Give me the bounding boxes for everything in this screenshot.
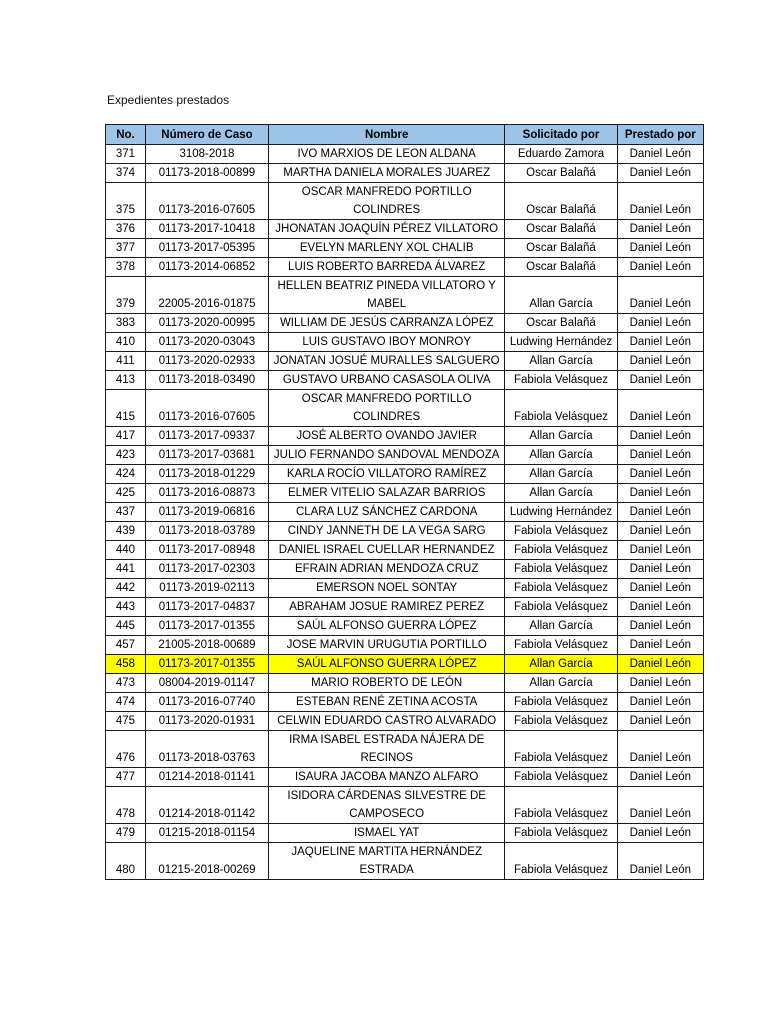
cell-requested-by: Allan García	[505, 277, 617, 314]
table-row	[106, 465, 704, 484]
cell-name: SAÚL ALFONSO GUERRA LÓPEZ	[268, 655, 504, 674]
cell-lent-by: Daniel León	[617, 824, 703, 843]
table-row	[106, 314, 704, 333]
table-row	[106, 258, 704, 277]
cell-no: 445	[106, 617, 146, 636]
cell-name: ISMAEL YAT	[268, 824, 504, 843]
cell-no: 476	[106, 731, 146, 768]
cell-case-number: 01173-2020-02933	[145, 352, 268, 371]
cell-lent-by: Daniel León	[617, 617, 703, 636]
cell-case-number: 01215-2018-01154	[145, 824, 268, 843]
cell-no: 413	[106, 371, 146, 390]
cell-name: EVELYN MARLENY XOL CHALIB	[268, 239, 504, 258]
cell-requested-by: Fabiola Velásquez	[505, 824, 617, 843]
cell-requested-by: Fabiola Velásquez	[505, 787, 617, 824]
cell-case-number: 01215-2018-00269	[145, 843, 268, 880]
cell-case-number: 01173-2020-03043	[145, 333, 268, 352]
cell-name: KARLA ROCÍO VILLATORO RAMÍREZ	[268, 465, 504, 484]
cell-lent-by: Daniel León	[617, 164, 703, 183]
cell-no: 379	[106, 277, 146, 314]
cell-name: OSCAR MANFREDO PORTILLO COLINDRES	[268, 183, 504, 220]
cell-name: JOSE MARVIN URUGUTIA PORTILLO	[268, 636, 504, 655]
cell-name: JONATAN JOSUÉ MURALLES SALGUERO	[268, 352, 504, 371]
cell-lent-by: Daniel León	[617, 220, 703, 239]
table-row	[106, 843, 704, 880]
loans-table	[105, 124, 704, 880]
header-no: No.	[106, 125, 146, 145]
cell-case-number: 01173-2018-03490	[145, 371, 268, 390]
cell-lent-by: Daniel León	[617, 503, 703, 522]
header-lent-by: Prestado por	[617, 125, 703, 145]
cell-case-number: 01173-2017-02303	[145, 560, 268, 579]
cell-lent-by: Daniel León	[617, 390, 703, 427]
cell-name: DANIEL ISRAEL CUELLAR HERNANDEZ	[268, 541, 504, 560]
table-row	[106, 390, 704, 427]
cell-case-number: 01173-2017-03681	[145, 446, 268, 465]
table-row	[106, 541, 704, 560]
cell-lent-by: Daniel León	[617, 712, 703, 731]
cell-requested-by: Fabiola Velásquez	[505, 598, 617, 617]
cell-case-number: 01173-2018-03763	[145, 731, 268, 768]
cell-name: WILLIAM DE JESÚS CARRANZA LÓPEZ	[268, 314, 504, 333]
cell-lent-by: Daniel León	[617, 693, 703, 712]
cell-lent-by: Daniel León	[617, 145, 703, 164]
cell-requested-by: Ludwing Hernández	[505, 333, 617, 352]
table-row	[106, 239, 704, 258]
cell-no: 480	[106, 843, 146, 880]
table-row	[106, 655, 704, 674]
cell-lent-by: Daniel León	[617, 787, 703, 824]
cell-case-number: 01214-2018-01141	[145, 768, 268, 787]
cell-name: GUSTAVO URBANO CASASOLA OLIVA	[268, 371, 504, 390]
cell-lent-by: Daniel León	[617, 731, 703, 768]
cell-lent-by: Daniel León	[617, 446, 703, 465]
cell-requested-by: Oscar Balañá	[505, 314, 617, 333]
cell-requested-by: Fabiola Velásquez	[505, 390, 617, 427]
cell-name: CELWIN EDUARDO CASTRO ALVARADO	[268, 712, 504, 731]
cell-case-number: 01173-2017-05395	[145, 239, 268, 258]
cell-name: ISAURA JACOBA MANZO ALFARO	[268, 768, 504, 787]
cell-no: 478	[106, 787, 146, 824]
table-row	[106, 579, 704, 598]
cell-no: 440	[106, 541, 146, 560]
cell-name: LUIS GUSTAVO IBOY MONROY	[268, 333, 504, 352]
table-row	[106, 824, 704, 843]
table-row	[106, 352, 704, 371]
table-body	[106, 145, 704, 880]
cell-case-number: 01173-2020-00995	[145, 314, 268, 333]
table-row	[106, 145, 704, 164]
cell-requested-by: Fabiola Velásquez	[505, 522, 617, 541]
cell-no: 425	[106, 484, 146, 503]
cell-lent-by: Daniel León	[617, 579, 703, 598]
cell-case-number: 01173-2019-06816	[145, 503, 268, 522]
cell-requested-by: Allan García	[505, 352, 617, 371]
cell-lent-by: Daniel León	[617, 239, 703, 258]
table-row	[106, 731, 704, 768]
table-header-row	[106, 125, 704, 145]
table-row	[106, 220, 704, 239]
cell-no: 441	[106, 560, 146, 579]
cell-no: 457	[106, 636, 146, 655]
table-row	[106, 484, 704, 503]
cell-case-number: 01173-2017-08948	[145, 541, 268, 560]
cell-case-number: 01173-2020-01931	[145, 712, 268, 731]
cell-no: 376	[106, 220, 146, 239]
cell-lent-by: Daniel León	[617, 598, 703, 617]
cell-requested-by: Fabiola Velásquez	[505, 371, 617, 390]
cell-lent-by: Daniel León	[617, 183, 703, 220]
cell-no: 410	[106, 333, 146, 352]
cell-lent-by: Daniel León	[617, 352, 703, 371]
document-title: Expedientes prestados	[107, 93, 230, 107]
cell-name: JAQUELINE MARTITA HERNÁNDEZ ESTRADA	[268, 843, 504, 880]
cell-name: JULIO FERNANDO SANDOVAL MENDOZA	[268, 446, 504, 465]
cell-lent-by: Daniel León	[617, 314, 703, 333]
table-row	[106, 674, 704, 693]
cell-lent-by: Daniel León	[617, 674, 703, 693]
cell-name: CINDY JANNETH DE LA VEGA SARG	[268, 522, 504, 541]
cell-lent-by: Daniel León	[617, 333, 703, 352]
table-row	[106, 636, 704, 655]
cell-requested-by: Fabiola Velásquez	[505, 693, 617, 712]
table-row	[106, 164, 704, 183]
table-row	[106, 787, 704, 824]
cell-name: MARTHA DANIELA MORALES JUAREZ	[268, 164, 504, 183]
cell-name: EMERSON NOEL SONTAY	[268, 579, 504, 598]
cell-no: 474	[106, 693, 146, 712]
cell-name: CLARA LUZ SÁNCHEZ CARDONA	[268, 503, 504, 522]
cell-requested-by: Fabiola Velásquez	[505, 636, 617, 655]
cell-no: 439	[106, 522, 146, 541]
cell-case-number: 01173-2017-10418	[145, 220, 268, 239]
cell-no: 477	[106, 768, 146, 787]
cell-requested-by: Oscar Balañá	[505, 220, 617, 239]
cell-lent-by: Daniel León	[617, 843, 703, 880]
cell-no: 415	[106, 390, 146, 427]
cell-requested-by: Allan García	[505, 655, 617, 674]
cell-case-number: 3108-2018	[145, 145, 268, 164]
table-row	[106, 183, 704, 220]
cell-requested-by: Fabiola Velásquez	[505, 768, 617, 787]
cell-no: 458	[106, 655, 146, 674]
table-row	[106, 503, 704, 522]
cell-requested-by: Oscar Balañá	[505, 164, 617, 183]
cell-case-number: 01173-2016-07605	[145, 390, 268, 427]
table-row	[106, 371, 704, 390]
cell-case-number: 08004-2019-01147	[145, 674, 268, 693]
cell-lent-by: Daniel León	[617, 371, 703, 390]
cell-case-number: 01173-2017-01355	[145, 617, 268, 636]
cell-case-number: 01173-2019-02113	[145, 579, 268, 598]
cell-lent-by: Daniel León	[617, 636, 703, 655]
table-row	[106, 768, 704, 787]
cell-name: IRMA ISABEL ESTRADA NÁJERA DE RECINOS	[268, 731, 504, 768]
table-row	[106, 617, 704, 636]
cell-requested-by: Fabiola Velásquez	[505, 579, 617, 598]
cell-case-number: 01173-2017-04837	[145, 598, 268, 617]
table-row	[106, 598, 704, 617]
cell-requested-by: Fabiola Velásquez	[505, 560, 617, 579]
cell-no: 417	[106, 427, 146, 446]
header-name: Nombre	[268, 125, 504, 145]
cell-name: LUIS ROBERTO BARREDA ÁLVAREZ	[268, 258, 504, 277]
cell-requested-by: Allan García	[505, 617, 617, 636]
cell-case-number: 01173-2016-07605	[145, 183, 268, 220]
cell-requested-by: Fabiola Velásquez	[505, 712, 617, 731]
cell-case-number: 01173-2016-08873	[145, 484, 268, 503]
cell-name: ESTEBAN RENÉ ZETINA ACOSTA	[268, 693, 504, 712]
cell-case-number: 21005-2018-00689	[145, 636, 268, 655]
cell-name: IVO MARXIOS DE LEON ALDANA	[268, 145, 504, 164]
cell-lent-by: Daniel León	[617, 522, 703, 541]
cell-name: JHONATAN JOAQUÍN PÉREZ VILLATORO	[268, 220, 504, 239]
table-row	[106, 522, 704, 541]
cell-lent-by: Daniel León	[617, 258, 703, 277]
cell-name: JOSÉ ALBERTO OVANDO JAVIER	[268, 427, 504, 446]
cell-requested-by: Allan García	[505, 674, 617, 693]
cell-no: 383	[106, 314, 146, 333]
cell-name: ELMER VITELIO SALAZAR BARRIOS	[268, 484, 504, 503]
cell-no: 371	[106, 145, 146, 164]
cell-requested-by: Oscar Balañá	[505, 183, 617, 220]
table-row	[106, 427, 704, 446]
header-case-number: Número de Caso	[145, 125, 268, 145]
cell-case-number: 01173-2018-03789	[145, 522, 268, 541]
table-row	[106, 560, 704, 579]
cell-requested-by: Ludwing Hernández	[505, 503, 617, 522]
cell-no: 473	[106, 674, 146, 693]
cell-no: 424	[106, 465, 146, 484]
header-requested-by: Solicitado por	[505, 125, 617, 145]
cell-case-number: 01173-2017-09337	[145, 427, 268, 446]
cell-no: 374	[106, 164, 146, 183]
cell-name: SAÚL ALFONSO GUERRA LÓPEZ	[268, 617, 504, 636]
cell-case-number: 22005-2016-01875	[145, 277, 268, 314]
table-row	[106, 333, 704, 352]
cell-requested-by: Allan García	[505, 427, 617, 446]
cell-lent-by: Daniel León	[617, 768, 703, 787]
cell-case-number: 01173-2017-01355	[145, 655, 268, 674]
cell-no: 437	[106, 503, 146, 522]
cell-lent-by: Daniel León	[617, 465, 703, 484]
cell-no: 411	[106, 352, 146, 371]
cell-case-number: 01173-2018-00899	[145, 164, 268, 183]
cell-lent-by: Daniel León	[617, 277, 703, 314]
cell-case-number: 01173-2014-06852	[145, 258, 268, 277]
cell-requested-by: Fabiola Velásquez	[505, 731, 617, 768]
cell-name: ISIDORA CÁRDENAS SILVESTRE DE CAMPOSECO	[268, 787, 504, 824]
cell-name: EFRAIN ADRIAN MENDOZA CRUZ	[268, 560, 504, 579]
cell-no: 423	[106, 446, 146, 465]
cell-lent-by: Daniel León	[617, 541, 703, 560]
cell-no: 443	[106, 598, 146, 617]
table-row	[106, 277, 704, 314]
cell-no: 375	[106, 183, 146, 220]
cell-requested-by: Oscar Balañá	[505, 239, 617, 258]
cell-requested-by: Allan García	[505, 446, 617, 465]
cell-case-number: 01173-2016-07740	[145, 693, 268, 712]
table-row	[106, 693, 704, 712]
cell-no: 475	[106, 712, 146, 731]
cell-name: HELLEN BEATRIZ PINEDA VILLATORO Y MABEL	[268, 277, 504, 314]
cell-lent-by: Daniel León	[617, 427, 703, 446]
table-row	[106, 712, 704, 731]
cell-name: ABRAHAM JOSUE RAMIREZ PEREZ	[268, 598, 504, 617]
cell-requested-by: Fabiola Velásquez	[505, 843, 617, 880]
cell-no: 442	[106, 579, 146, 598]
cell-lent-by: Daniel León	[617, 560, 703, 579]
cell-no: 479	[106, 824, 146, 843]
cell-requested-by: Fabiola Velásquez	[505, 541, 617, 560]
cell-requested-by: Allan García	[505, 465, 617, 484]
cell-lent-by: Daniel León	[617, 484, 703, 503]
cell-case-number: 01214-2018-01142	[145, 787, 268, 824]
cell-no: 377	[106, 239, 146, 258]
cell-no: 378	[106, 258, 146, 277]
cell-name: OSCAR MANFREDO PORTILLO COLINDRES	[268, 390, 504, 427]
cell-lent-by: Daniel León	[617, 655, 703, 674]
table-row	[106, 446, 704, 465]
cell-name: MARIO ROBERTO DE LEÓN	[268, 674, 504, 693]
cell-requested-by: Eduardo Zamora	[505, 145, 617, 164]
cell-case-number: 01173-2018-01229	[145, 465, 268, 484]
cell-requested-by: Oscar Balañá	[505, 258, 617, 277]
cell-requested-by: Allan García	[505, 484, 617, 503]
